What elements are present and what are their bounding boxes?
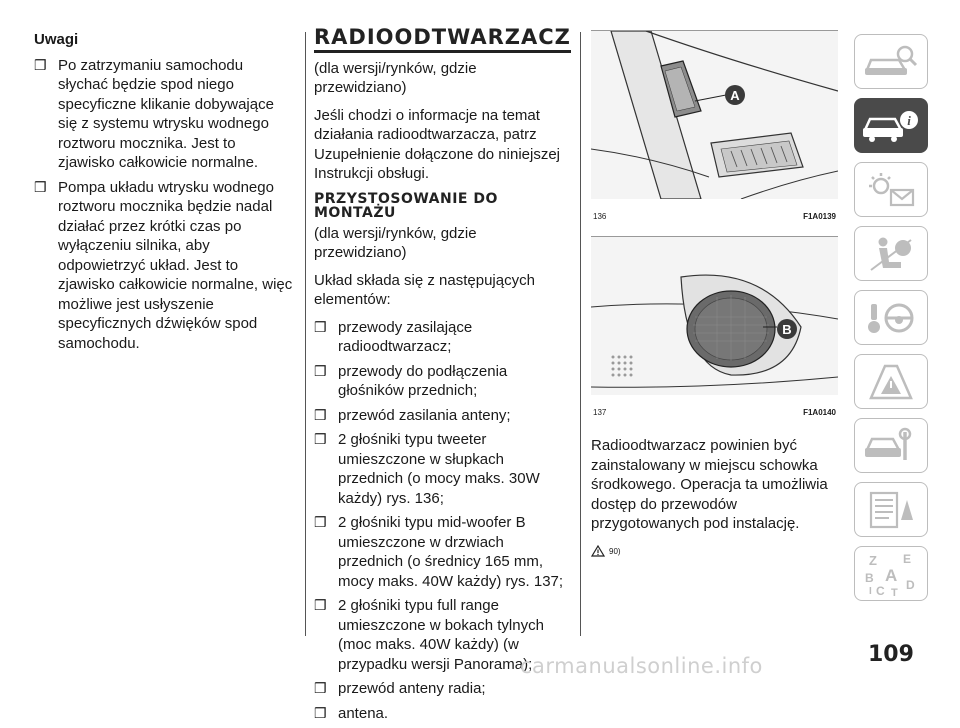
figure-136 (591, 30, 838, 226)
list-item-text: przewód anteny radia; (338, 680, 486, 697)
car-info-icon (861, 106, 921, 146)
mid-woofer-illustration (591, 237, 838, 395)
subsection-heading (314, 192, 572, 220)
car-service-icon (863, 426, 919, 466)
list-item-text: Po zatrzymaniu samochodu słychać będzie spod niego specyficzne klikanie dobywające się z systemu wtrysku wodnego roztworu mocznika. Jest to zjawisko całkowicie normalne. (58, 56, 274, 171)
page-number: 109 (868, 642, 914, 667)
checkbox-bullet-icon: ❒ (34, 178, 47, 195)
tab-emergency[interactable] (854, 354, 928, 409)
list-item-text: 2 głośniki typu full range umieszczone w bokach tylnych (moc maks. 40W każdy) (w przypadku wersji Panorama); (338, 597, 544, 673)
subsection-heading-line2: MONTAŻU (314, 204, 396, 221)
list-item (314, 362, 572, 401)
list-item (314, 318, 572, 357)
checkbox-bullet-icon: ❒ (314, 362, 327, 379)
checkbox-bullet-icon: ❒ (314, 514, 327, 530)
list-item-text: 2 głośniki typu tweeter umieszczone w słupkach przednich (o mocy maks. 30W każdy) rys. 136; (338, 431, 540, 507)
subsection-subtitle: (dla wersji/rynków, gdzie przewidziano) (314, 224, 477, 261)
tab-warning-lights[interactable] (854, 162, 928, 217)
middle-column (314, 25, 572, 728)
index-letter-a: A (885, 565, 898, 585)
index-letter-d: D (906, 577, 915, 592)
checkbox-bullet-icon: ❒ (34, 56, 47, 73)
figure-caption (591, 205, 838, 227)
checkbox-bullet-icon: ❒ (314, 597, 327, 613)
tab-safety[interactable] (854, 226, 928, 281)
column-divider (305, 32, 306, 636)
index-letters-icon (861, 551, 921, 597)
list-item (314, 704, 572, 724)
list-item-text: przewody do podłączenia głośników przednich; (338, 362, 508, 399)
steering-key-icon (863, 298, 919, 338)
index-letter-t: T (891, 586, 898, 597)
install-paragraph: Radioodtwarzacz powinien być zainstalowany w miejscu schowka środkowego. Operacja ta umożliwia dostęp do przewodów przygotowanych pod instalację. (591, 437, 828, 532)
figure-137 (591, 236, 838, 422)
tab-servicing[interactable] (854, 418, 928, 473)
index-letter-b: B (865, 570, 874, 585)
checkbox-bullet-icon: ❒ (314, 680, 327, 696)
chapter-tabs (854, 34, 928, 610)
tweeter-illustration (591, 31, 838, 199)
list-item (314, 430, 572, 508)
tab-starting-driving[interactable] (854, 290, 928, 345)
checkbox-bullet-icon: ❒ (314, 318, 327, 335)
left-column (34, 30, 296, 358)
warning-ref-number: 90) (609, 546, 621, 556)
road-warning-icon (863, 362, 919, 402)
lead-paragraph: Układ składa się z następujących elementów: (314, 271, 535, 308)
index-letter-e: E (903, 551, 912, 566)
notes-heading: Uwagi (34, 31, 79, 48)
callout-a-label: A (730, 88, 740, 103)
list-item (34, 178, 296, 354)
index-letter-c: C (876, 583, 885, 597)
list-item-text: przewód zasilania anteny; (338, 406, 511, 424)
warning-reference (591, 542, 841, 562)
list-item (314, 513, 572, 591)
tab-car-knowledge[interactable] (854, 34, 928, 89)
subsection-heading-line1: PRZYSTOSOWANIE DO (314, 190, 498, 207)
figure-caption (591, 401, 838, 423)
car-search-icon (863, 42, 919, 82)
figure-code: F1A0139 (803, 211, 836, 221)
warning-light-envelope-icon (863, 170, 919, 210)
airbag-seat-icon (863, 234, 919, 274)
list-item-text: 2 głośniki typu mid-woofer B umieszczone w drzwiach przednich (o średnicy 165 mm, mocy maks. 40W każdy) rys. 137; (338, 514, 564, 590)
column-divider (580, 32, 581, 636)
tab-index[interactable] (854, 546, 928, 601)
list-item (314, 406, 572, 426)
tab-technical-data[interactable] (854, 482, 928, 537)
list-item-text: Pompa układu wtrysku wodnego roztworu mocznika będzie nadal działać przez krótki czas po wyłączeniu silnika, aby odpowietrzyć układ. Jest to zjawisko całkowicie normalne, więc możliwe jest usłyszenie specyficznych dźwięków spod samochodu. (58, 178, 293, 352)
intro-paragraph: Jeśli chodzi o informacje na temat działania radioodtwarzacza, patrz Uzupełnienie dołączone do niniejszej Instrukcji obsługi. (314, 106, 560, 182)
svg-text:i: i (907, 112, 911, 128)
watermark: carmanualsonline.info (520, 654, 763, 678)
list-item (34, 56, 296, 173)
checkbox-bullet-icon: ❒ (314, 406, 327, 423)
list-item (314, 679, 572, 699)
figure-code: F1A0140 (803, 407, 836, 417)
index-letter-z: Z (869, 552, 877, 568)
section-title: RADIOODTWARZACZ (314, 28, 571, 53)
list-item-text: antena. (338, 704, 389, 722)
section-subtitle: (dla wersji/rynków, gdzie przewidziano) (314, 59, 477, 96)
callout-b-label: B (782, 322, 792, 337)
checkbox-bullet-icon: ❒ (314, 704, 327, 721)
tab-safety-info[interactable] (854, 98, 928, 153)
right-column (591, 30, 841, 561)
tech-data-list-icon (863, 490, 919, 530)
index-letter-i: I (869, 585, 872, 597)
checkbox-bullet-icon: ❒ (314, 431, 327, 447)
warning-triangle-icon (591, 545, 605, 557)
list-item-text: przewody zasilające radioodtwarzacz; (338, 318, 473, 355)
figure-number: 136 (593, 211, 607, 221)
figure-number: 137 (593, 407, 607, 417)
